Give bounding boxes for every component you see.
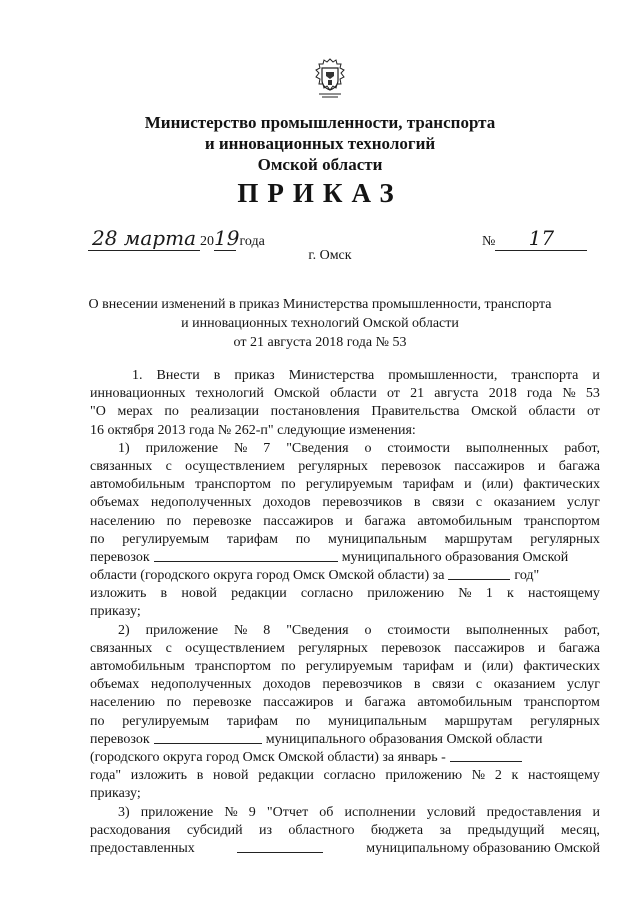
body-line: приказу; <box>90 604 141 620</box>
body-word: приложению <box>367 586 445 602</box>
body-line: 16 октября 2013 года № 262-п" следующие изменения: <box>90 422 416 438</box>
body-word: с <box>165 640 172 656</box>
body-word: выполненных <box>465 440 549 456</box>
body-word: по <box>281 477 296 493</box>
date-year-suffix: 19 <box>214 226 240 250</box>
body-word: в <box>413 495 421 511</box>
body-line <box>90 713 600 731</box>
body-word: выполненных <box>465 622 549 638</box>
body-word: по <box>166 513 182 529</box>
body-word: недополученных <box>150 495 252 511</box>
body-text: предоставленных <box>90 840 195 856</box>
body-word: Правительства <box>371 404 460 420</box>
ministry-name-line-1: Министерство промышленности, транспорта <box>144 113 496 132</box>
body-word: редакции <box>231 586 287 602</box>
body-line: приказу; <box>90 786 141 802</box>
body-word: промышленности, <box>388 368 498 383</box>
body-word: условий <box>426 804 476 820</box>
body-word: по <box>295 531 311 547</box>
body-word: транспортом <box>194 659 271 674</box>
fill-in-blank <box>154 549 338 562</box>
subject-line-1: О внесении изменений в приказ Министерства промышленности, транспорта <box>88 297 552 312</box>
body-word: 1) <box>118 440 130 456</box>
body-word: "Сведения <box>286 622 349 638</box>
body-word: перевозок <box>381 458 441 474</box>
fill-in-blank <box>450 749 522 762</box>
body-word: пассажиров <box>263 695 334 711</box>
body-word: тарифам <box>402 659 454 674</box>
body-line <box>90 804 600 822</box>
body-word: работ, <box>564 622 600 638</box>
subject-line-3: от 21 августа 2018 года № 53 <box>233 335 407 350</box>
body-word: муниципальным <box>328 713 427 729</box>
order-body <box>90 367 600 858</box>
body-word: услуг <box>567 677 600 693</box>
body-text: перевозок <box>90 731 150 747</box>
body-word: о <box>364 622 372 638</box>
body-word: и <box>537 640 546 656</box>
body-word: фактических <box>523 477 600 493</box>
body-word: регулируемым <box>305 477 393 493</box>
coat-of-arms-icon <box>313 58 347 98</box>
body-word: 2 <box>494 768 502 784</box>
body-word: маршрутам <box>444 531 513 547</box>
body-word: "Сведения <box>286 440 349 456</box>
body-word: объемах <box>90 677 140 693</box>
body-line <box>90 676 600 694</box>
body-word: пассажиров <box>454 458 525 474</box>
body-word: и <box>464 659 472 674</box>
body-line-with-blank <box>90 749 600 767</box>
body-text: области (городского округа город Омск Омской области) за <box>90 568 445 584</box>
body-word: пассажиров <box>454 640 525 656</box>
date-year-prefix: 20 <box>200 234 214 249</box>
body-word: по <box>295 713 311 729</box>
number-label: № <box>482 234 496 249</box>
body-word: от <box>386 386 400 402</box>
body-word: и <box>592 804 600 820</box>
body-word: области <box>329 386 377 402</box>
body-line <box>90 476 600 494</box>
body-word: "Отчет <box>266 804 309 820</box>
body-word: Омской <box>274 386 320 402</box>
body-word: редакции <box>258 768 314 784</box>
body-word: постановления <box>270 404 360 420</box>
body-word: автомобильным <box>417 513 513 529</box>
body-word: изложить <box>130 768 188 784</box>
body-word: автомобильным <box>417 695 513 711</box>
body-word: августа <box>434 386 479 402</box>
body-word: багажа <box>364 695 406 711</box>
body-word: 9 <box>248 804 256 820</box>
body-word: осуществлением <box>185 458 285 474</box>
body-word: 3) <box>118 804 130 820</box>
body-word: № <box>458 586 472 602</box>
body-word: тарифам <box>226 531 278 547</box>
ministry-name-line-3: Омской области <box>257 155 383 174</box>
body-word: регулируемым <box>122 713 210 729</box>
date-day-month: 28 марта <box>88 226 200 251</box>
fill-in-blank <box>237 840 323 853</box>
body-text: перевозок <box>90 549 150 565</box>
body-word: 21 <box>410 386 425 402</box>
body-word: приказ <box>234 368 275 383</box>
body-word: № <box>562 386 576 402</box>
body-word: № <box>224 804 238 820</box>
body-word: изложить <box>90 586 147 602</box>
number-value: 17 <box>495 226 587 251</box>
body-word: багажа <box>558 458 600 474</box>
body-word: пассажиров <box>263 513 334 529</box>
body-word: инновационных <box>90 386 186 402</box>
body-word: года" <box>90 768 122 784</box>
body-word: стоимости <box>387 440 451 456</box>
body-word: по <box>164 404 179 420</box>
body-word: перевозке <box>192 513 252 529</box>
body-word: настоящему <box>528 586 600 602</box>
body-word: области <box>528 404 576 420</box>
body-word: фактических <box>523 659 600 674</box>
body-word: 1. <box>132 368 143 383</box>
body-text: год" <box>514 568 540 584</box>
body-word: о <box>364 440 372 456</box>
body-word: "О <box>90 404 106 420</box>
body-word: регулируемым <box>305 659 393 674</box>
body-line <box>90 440 600 458</box>
body-line <box>90 385 600 403</box>
body-word: субсидий <box>186 822 243 838</box>
body-word: расходования <box>90 822 171 838</box>
body-line <box>90 622 600 640</box>
body-word: перевозок <box>381 640 441 656</box>
body-word: Министерства <box>288 368 375 383</box>
body-word: багажа <box>558 640 600 656</box>
body-word: транспорта <box>511 368 579 383</box>
body-word: услуг <box>567 495 600 511</box>
body-word: связанных <box>90 640 153 656</box>
body-word: приложению <box>385 768 463 784</box>
body-word: областного <box>288 822 355 838</box>
body-word: и <box>345 695 353 711</box>
body-line <box>90 640 600 658</box>
body-word: об <box>319 804 334 820</box>
body-word: маршрутам <box>444 713 513 729</box>
body-word: работ, <box>564 440 600 456</box>
body-word: в <box>413 677 421 693</box>
body-word: транспортом <box>523 695 600 711</box>
body-word: с <box>165 458 172 474</box>
body-word: тарифам <box>226 713 278 729</box>
body-word: из <box>258 822 272 838</box>
body-word: по <box>166 695 182 711</box>
body-word: Внести <box>156 368 200 383</box>
body-line-with-blank <box>90 731 600 749</box>
body-word: приложение <box>145 440 219 456</box>
body-word: 1 <box>485 586 493 602</box>
body-word: населению <box>90 513 155 529</box>
body-word: тарифам <box>402 477 454 493</box>
body-line <box>90 367 600 385</box>
body-word: недополученных <box>150 677 252 693</box>
body-word: года <box>526 386 553 402</box>
body-word: связи <box>432 495 465 511</box>
body-word: оказанием <box>493 677 556 693</box>
body-word: № <box>471 768 486 784</box>
body-word: настоящему <box>527 768 600 784</box>
body-word: новой <box>213 768 249 784</box>
body-word: регулируемым <box>122 531 210 547</box>
body-line <box>90 513 600 531</box>
body-word: регулярных <box>298 458 368 474</box>
body-word: стоимости <box>387 622 451 638</box>
body-line-with-blank <box>90 840 600 858</box>
body-line <box>90 585 600 603</box>
fill-in-blank <box>154 731 262 744</box>
body-word: транспортом <box>194 477 271 493</box>
body-word: объемах <box>90 495 140 511</box>
body-word: багажа <box>364 513 406 529</box>
fill-in-blank <box>448 567 510 580</box>
date-word: года <box>239 234 265 249</box>
body-word: связанных <box>90 458 153 474</box>
body-word: 8 <box>263 622 271 638</box>
body-word: Омской <box>471 404 517 420</box>
body-word: от <box>586 404 600 420</box>
body-word: по <box>281 659 296 674</box>
body-word: перевозке <box>192 695 252 711</box>
body-line-with-blank <box>90 549 600 567</box>
body-word: в <box>213 368 221 383</box>
body-word: по <box>90 531 105 547</box>
body-line <box>90 458 600 476</box>
body-word: и <box>345 513 353 529</box>
body-word: технологий <box>195 386 264 402</box>
body-word: в <box>196 768 204 784</box>
body-word: регулярных <box>530 713 600 729</box>
body-word: перевозчиков <box>322 495 403 511</box>
body-line <box>90 494 600 512</box>
body-word: по <box>90 713 105 729</box>
body-line <box>90 658 600 676</box>
ministry-name-line-2: и инновационных технологий <box>204 134 436 153</box>
body-word: муниципальным <box>328 531 427 547</box>
body-word: связи <box>432 677 465 693</box>
body-word: приложение <box>145 622 219 638</box>
body-word: перевозчиков <box>322 677 403 693</box>
body-word: регулярных <box>530 531 600 547</box>
city-name: г. Омск <box>308 248 352 263</box>
body-word: и <box>592 368 600 383</box>
body-word: транспортом <box>523 513 600 529</box>
body-word: (или) <box>481 477 514 493</box>
body-line-with-blank <box>90 567 600 585</box>
body-word: предоставления <box>486 804 582 820</box>
document-type-title: ПРИКАЗ <box>237 178 403 208</box>
body-word: в <box>160 586 168 602</box>
body-text: муниципальному образованию Омской <box>366 840 600 856</box>
body-word: № <box>234 440 248 456</box>
body-word: осуществлением <box>185 640 285 656</box>
body-word: населению <box>90 695 155 711</box>
body-word: к <box>507 586 514 602</box>
body-text: муниципального образования Омской области <box>265 731 543 747</box>
body-word: (или) <box>481 659 514 674</box>
body-line <box>90 767 600 785</box>
body-word: 2) <box>118 622 130 638</box>
body-word: приложение <box>140 804 214 820</box>
body-word: и <box>537 458 546 474</box>
order-number <box>482 226 587 250</box>
body-word: согласно <box>300 586 354 602</box>
body-text: муниципального образования Омской <box>341 549 569 565</box>
body-word: и <box>464 477 472 493</box>
body-word: новой <box>181 586 217 602</box>
body-text: (городского округа город Омск Омской области) за январь - <box>90 749 446 765</box>
body-word: доходов <box>263 677 311 693</box>
body-word: автомобильным <box>90 477 185 493</box>
body-line <box>90 694 600 712</box>
body-line <box>90 531 600 549</box>
body-word: согласно <box>323 768 376 784</box>
body-word: 7 <box>263 440 271 456</box>
body-word: реализации <box>190 404 259 420</box>
body-word: бюджета <box>370 822 424 838</box>
body-word: автомобильным <box>90 659 185 674</box>
body-word: доходов <box>263 495 311 511</box>
body-line <box>90 822 600 840</box>
body-word: оказанием <box>493 495 556 511</box>
body-word: месяц, <box>560 822 600 838</box>
body-word: исполнении <box>344 804 416 820</box>
body-word: 2018 <box>488 386 517 402</box>
body-word: № <box>234 622 248 638</box>
body-word: с <box>475 677 483 693</box>
body-word: мерах <box>117 404 153 420</box>
body-word: с <box>475 495 483 511</box>
body-word: к <box>511 768 519 784</box>
subject-line-2: и инновационных технологий Омской области <box>181 316 459 331</box>
body-word: 53 <box>585 386 600 402</box>
order-date <box>88 226 265 250</box>
body-word: регулярных <box>298 640 368 656</box>
body-word: за <box>439 822 452 838</box>
body-word: предыдущий <box>467 822 545 838</box>
body-line <box>90 403 600 421</box>
